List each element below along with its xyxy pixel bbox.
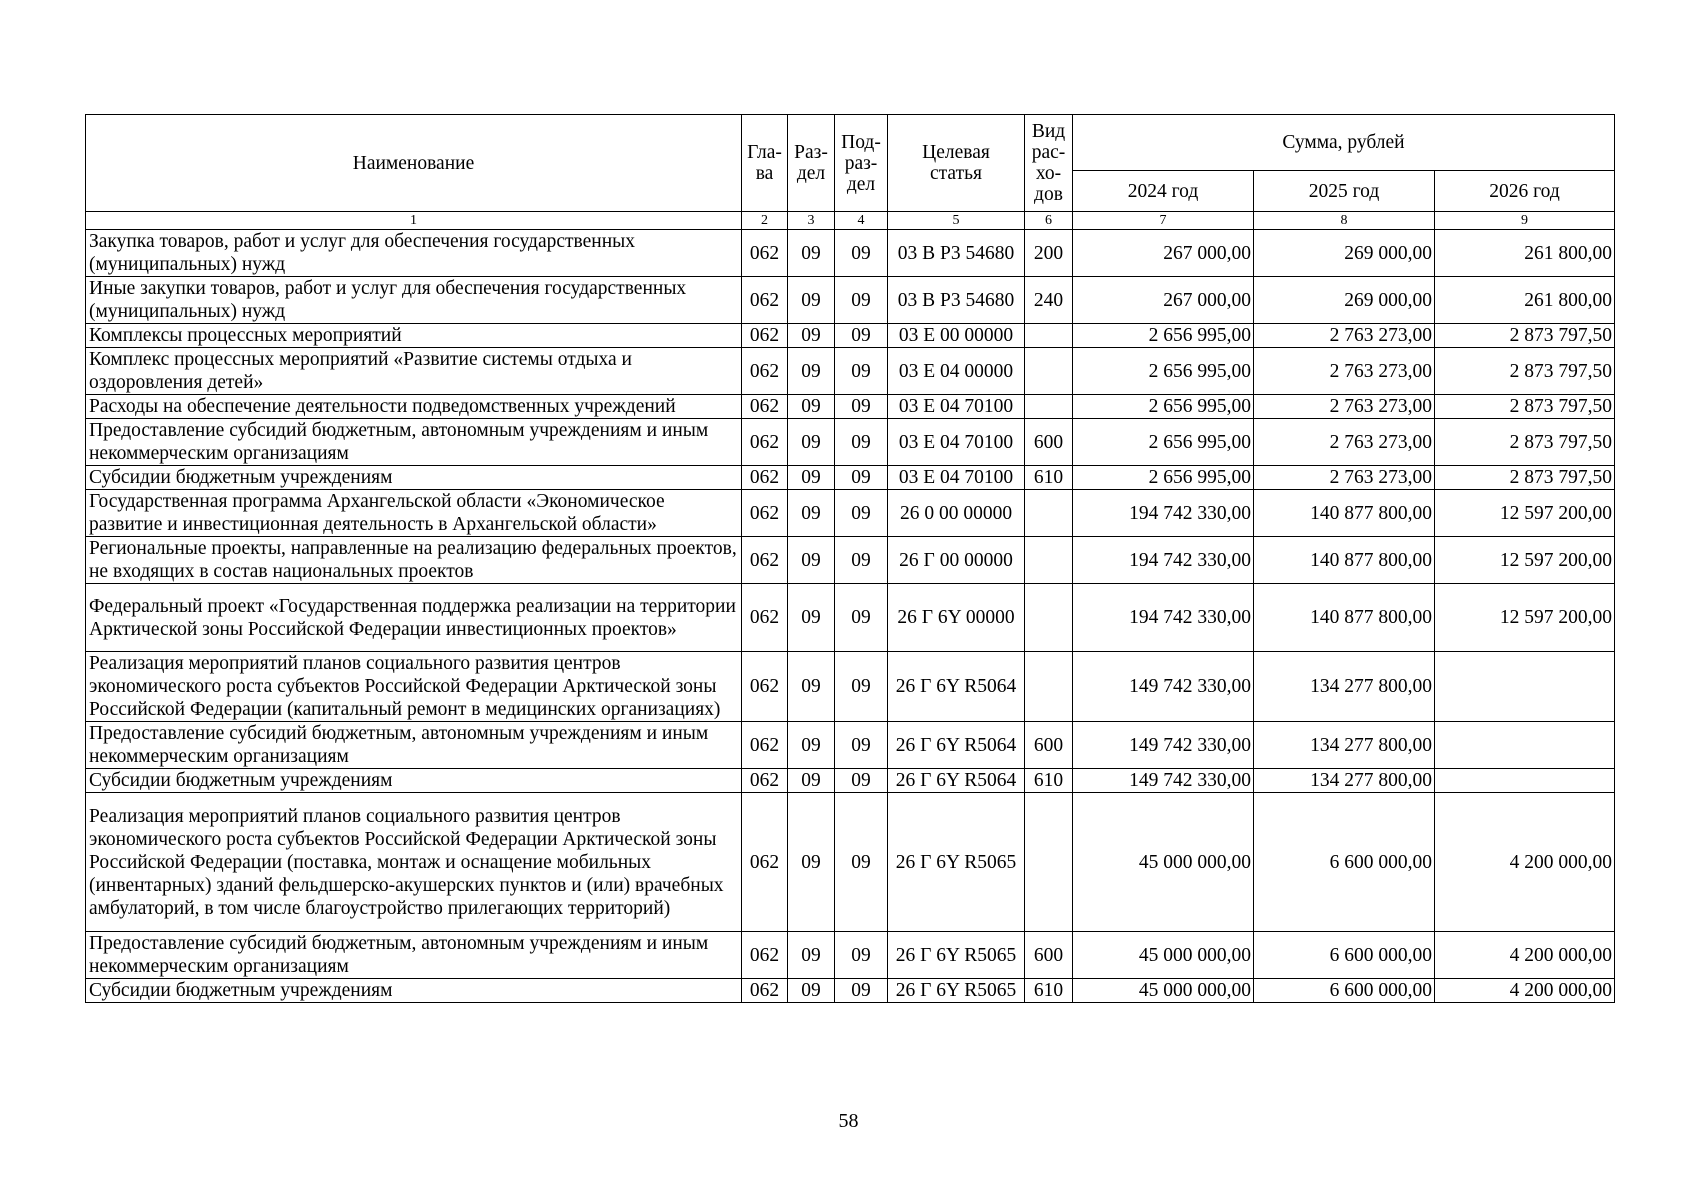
row-amount-2025: 6 600 000,00 (1254, 932, 1435, 979)
row-amount-2026: 12 597 200,00 (1435, 584, 1615, 652)
row-amount-2024: 2 656 995,00 (1073, 324, 1254, 348)
row-amount-2024: 267 000,00 (1073, 277, 1254, 324)
row-glava: 062 (742, 419, 788, 466)
row-glava: 062 (742, 230, 788, 277)
row-amount-2026 (1435, 722, 1615, 769)
header-2024: 2024 год (1073, 171, 1254, 212)
row-name: Предоставление субсидий бюджетным, автономным учреждениям и иным некоммерческим организациям (86, 722, 742, 769)
row-name: Предоставление субсидий бюджетным, автономным учреждениям и иным некоммерческим организациям (86, 932, 742, 979)
table-row (86, 537, 1615, 584)
row-name: Федеральный проект «Государственная поддержка реализации на территории Арктической зоны Российской Федерации инвестиционных проектов» (86, 584, 742, 652)
budget-table (85, 114, 1615, 1003)
column-number-row (86, 212, 1615, 230)
row-podrazdel: 09 (835, 537, 888, 584)
table-row (86, 466, 1615, 490)
row-amount-2026: 2 873 797,50 (1435, 348, 1615, 395)
row-glava: 062 (742, 277, 788, 324)
row-glava: 062 (742, 537, 788, 584)
row-amount-2025: 2 763 273,00 (1254, 419, 1435, 466)
row-amount-2026: 2 873 797,50 (1435, 395, 1615, 419)
row-razdel: 09 (788, 793, 835, 932)
row-podrazdel: 09 (835, 419, 888, 466)
row-vid (1025, 793, 1073, 932)
row-name: Реализация мероприятий планов социального развития центров экономического роста субъектов Российской Федерации Арктической зоны Российской Федерации (поставка, монтаж и оснащение мобильных (инвентарных) зданий фельдшерско-акушерских пунктов и (или) врачебных амбулаторий, в том числе благоустройство прилегающих территорий) (86, 793, 742, 932)
header-glava: Гла- ва (742, 115, 788, 212)
row-vid: 610 (1025, 979, 1073, 1003)
row-razdel: 09 (788, 584, 835, 652)
row-amount-2026: 4 200 000,00 (1435, 793, 1615, 932)
row-razdel: 09 (788, 277, 835, 324)
row-target: 26 Г 6Y R5065 (888, 932, 1025, 979)
row-vid (1025, 348, 1073, 395)
row-amount-2025: 2 763 273,00 (1254, 348, 1435, 395)
row-target: 03 В Р3 54680 (888, 277, 1025, 324)
row-razdel: 09 (788, 652, 835, 722)
row-amount-2024: 149 742 330,00 (1073, 652, 1254, 722)
row-razdel: 09 (788, 419, 835, 466)
row-razdel: 09 (788, 348, 835, 395)
row-amount-2024: 194 742 330,00 (1073, 490, 1254, 537)
row-name: Закупка товаров, работ и услуг для обеспечения государственных (муниципальных) нужд (86, 230, 742, 277)
row-razdel: 09 (788, 769, 835, 793)
row-name: Субсидии бюджетным учреждениям (86, 979, 742, 1003)
row-razdel: 09 (788, 537, 835, 584)
row-razdel: 09 (788, 324, 835, 348)
row-podrazdel: 09 (835, 230, 888, 277)
row-vid: 610 (1025, 769, 1073, 793)
row-name: Субсидии бюджетным учреждениям (86, 769, 742, 793)
row-podrazdel: 09 (835, 324, 888, 348)
table-row (86, 419, 1615, 466)
row-razdel: 09 (788, 979, 835, 1003)
row-amount-2025: 140 877 800,00 (1254, 584, 1435, 652)
row-target: 03 Е 04 00000 (888, 348, 1025, 395)
table-body (86, 230, 1615, 1003)
page-number: 58 (838, 1110, 859, 1132)
row-vid (1025, 652, 1073, 722)
row-podrazdel: 09 (835, 584, 888, 652)
row-amount-2026: 4 200 000,00 (1435, 979, 1615, 1003)
row-razdel: 09 (788, 230, 835, 277)
row-amount-2026: 2 873 797,50 (1435, 466, 1615, 490)
row-vid: 600 (1025, 419, 1073, 466)
row-podrazdel: 09 (835, 769, 888, 793)
row-amount-2025: 134 277 800,00 (1254, 652, 1435, 722)
column-number: 8 (1254, 212, 1435, 230)
row-amount-2025: 269 000,00 (1254, 230, 1435, 277)
table-row (86, 932, 1615, 979)
column-number: 1 (86, 212, 742, 230)
row-amount-2026: 12 597 200,00 (1435, 490, 1615, 537)
table-row (86, 277, 1615, 324)
row-target: 03 Е 04 70100 (888, 419, 1025, 466)
header-2026: 2026 год (1435, 171, 1615, 212)
row-amount-2026: 261 800,00 (1435, 230, 1615, 277)
row-target: 26 Г 6Y 00000 (888, 584, 1025, 652)
header-2025: 2025 год (1254, 171, 1435, 212)
row-amount-2025: 134 277 800,00 (1254, 722, 1435, 769)
row-vid: 200 (1025, 230, 1073, 277)
table-row (86, 584, 1615, 652)
row-amount-2024: 2 656 995,00 (1073, 466, 1254, 490)
row-vid (1025, 395, 1073, 419)
row-amount-2024: 45 000 000,00 (1073, 932, 1254, 979)
row-amount-2026: 12 597 200,00 (1435, 537, 1615, 584)
row-amount-2024: 2 656 995,00 (1073, 395, 1254, 419)
row-name: Комплексы процессных мероприятий (86, 324, 742, 348)
row-razdel: 09 (788, 722, 835, 769)
row-podrazdel: 09 (835, 932, 888, 979)
row-vid: 240 (1025, 277, 1073, 324)
row-amount-2025: 140 877 800,00 (1254, 537, 1435, 584)
row-amount-2026: 261 800,00 (1435, 277, 1615, 324)
table-row (86, 793, 1615, 932)
row-target: 26 Г 6Y R5064 (888, 722, 1025, 769)
row-target: 03 В Р3 54680 (888, 230, 1025, 277)
row-target: 03 Е 00 00000 (888, 324, 1025, 348)
row-amount-2026: 2 873 797,50 (1435, 324, 1615, 348)
row-podrazdel: 09 (835, 979, 888, 1003)
row-name: Иные закупки товаров, работ и услуг для обеспечения государственных (муниципальных) нужд (86, 277, 742, 324)
row-glava: 062 (742, 324, 788, 348)
row-vid (1025, 490, 1073, 537)
header-name: Наименование (86, 115, 742, 212)
row-podrazdel: 09 (835, 395, 888, 419)
row-podrazdel: 09 (835, 348, 888, 395)
row-amount-2024: 149 742 330,00 (1073, 769, 1254, 793)
table-row (86, 490, 1615, 537)
row-glava: 062 (742, 466, 788, 490)
row-glava: 062 (742, 932, 788, 979)
table-row (86, 348, 1615, 395)
row-target: 03 Е 04 70100 (888, 395, 1025, 419)
column-number: 9 (1435, 212, 1615, 230)
row-amount-2026 (1435, 652, 1615, 722)
table-row (86, 722, 1615, 769)
column-number: 6 (1025, 212, 1073, 230)
row-podrazdel: 09 (835, 277, 888, 324)
row-target: 26 Г 6Y R5065 (888, 979, 1025, 1003)
row-razdel: 09 (788, 466, 835, 490)
row-podrazdel: 09 (835, 722, 888, 769)
row-vid: 610 (1025, 466, 1073, 490)
table-row (86, 979, 1615, 1003)
row-glava: 062 (742, 793, 788, 932)
row-vid (1025, 537, 1073, 584)
row-name: Государственная программа Архангельской области «Экономическое развитие и инвестиционная деятельность в Архангельской области» (86, 490, 742, 537)
column-number: 2 (742, 212, 788, 230)
row-glava: 062 (742, 584, 788, 652)
row-amount-2025: 2 763 273,00 (1254, 466, 1435, 490)
row-amount-2024: 267 000,00 (1073, 230, 1254, 277)
row-target: 26 Г 6Y R5064 (888, 769, 1025, 793)
row-name: Субсидии бюджетным учреждениям (86, 466, 742, 490)
row-target: 26 Г 6Y R5065 (888, 793, 1025, 932)
table-row (86, 652, 1615, 722)
row-amount-2024: 45 000 000,00 (1073, 979, 1254, 1003)
row-amount-2024: 194 742 330,00 (1073, 537, 1254, 584)
row-name: Предоставление субсидий бюджетным, автономным учреждениям и иным некоммерческим организациям (86, 419, 742, 466)
row-target: 03 Е 04 70100 (888, 466, 1025, 490)
row-podrazdel: 09 (835, 652, 888, 722)
row-podrazdel: 09 (835, 490, 888, 537)
header-podrazdel: Под- раз- дел (835, 115, 888, 212)
table-row (86, 324, 1615, 348)
row-amount-2024: 2 656 995,00 (1073, 419, 1254, 466)
column-number: 7 (1073, 212, 1254, 230)
row-target: 26 Г 00 00000 (888, 537, 1025, 584)
row-amount-2025: 6 600 000,00 (1254, 979, 1435, 1003)
row-amount-2025: 6 600 000,00 (1254, 793, 1435, 932)
row-amount-2026: 2 873 797,50 (1435, 419, 1615, 466)
row-amount-2025: 2 763 273,00 (1254, 324, 1435, 348)
row-amount-2024: 45 000 000,00 (1073, 793, 1254, 932)
row-vid (1025, 324, 1073, 348)
row-razdel: 09 (788, 490, 835, 537)
row-amount-2026: 4 200 000,00 (1435, 932, 1615, 979)
row-amount-2024: 149 742 330,00 (1073, 722, 1254, 769)
row-name: Расходы на обеспечение деятельности подведомственных учреждений (86, 395, 742, 419)
table-row (86, 230, 1615, 277)
row-target: 26 0 00 00000 (888, 490, 1025, 537)
row-glava: 062 (742, 722, 788, 769)
row-name: Комплекс процессных мероприятий «Развитие системы отдыха и оздоровления детей» (86, 348, 742, 395)
column-number: 5 (888, 212, 1025, 230)
row-vid: 600 (1025, 722, 1073, 769)
header-target: Целевая статья (888, 115, 1025, 212)
row-podrazdel: 09 (835, 466, 888, 490)
row-target: 26 Г 6Y R5064 (888, 652, 1025, 722)
table-row (86, 395, 1615, 419)
row-name: Региональные проекты, направленные на реализацию федеральных проектов, не входящих в состав национальных проектов (86, 537, 742, 584)
row-glava: 062 (742, 348, 788, 395)
row-vid (1025, 584, 1073, 652)
row-amount-2025: 269 000,00 (1254, 277, 1435, 324)
row-glava: 062 (742, 769, 788, 793)
header-sum: Сумма, рублей (1073, 115, 1615, 171)
row-razdel: 09 (788, 932, 835, 979)
row-amount-2024: 2 656 995,00 (1073, 348, 1254, 395)
row-glava: 062 (742, 979, 788, 1003)
column-number: 4 (835, 212, 888, 230)
row-glava: 062 (742, 490, 788, 537)
row-amount-2025: 134 277 800,00 (1254, 769, 1435, 793)
row-amount-2025: 2 763 273,00 (1254, 395, 1435, 419)
row-podrazdel: 09 (835, 793, 888, 932)
row-amount-2025: 140 877 800,00 (1254, 490, 1435, 537)
header-vid: Вид рас- хо- дов (1025, 115, 1073, 212)
row-glava: 062 (742, 652, 788, 722)
row-amount-2024: 194 742 330,00 (1073, 584, 1254, 652)
header-razdel: Раз- дел (788, 115, 835, 212)
row-razdel: 09 (788, 395, 835, 419)
row-amount-2026 (1435, 769, 1615, 793)
table-row (86, 769, 1615, 793)
column-number: 3 (788, 212, 835, 230)
row-vid: 600 (1025, 932, 1073, 979)
row-glava: 062 (742, 395, 788, 419)
row-name: Реализация мероприятий планов социального развития центров экономического роста субъектов Российской Федерации Арктической зоны Российской Федерации (капитальный ремонт в медицинских организациях) (86, 652, 742, 722)
